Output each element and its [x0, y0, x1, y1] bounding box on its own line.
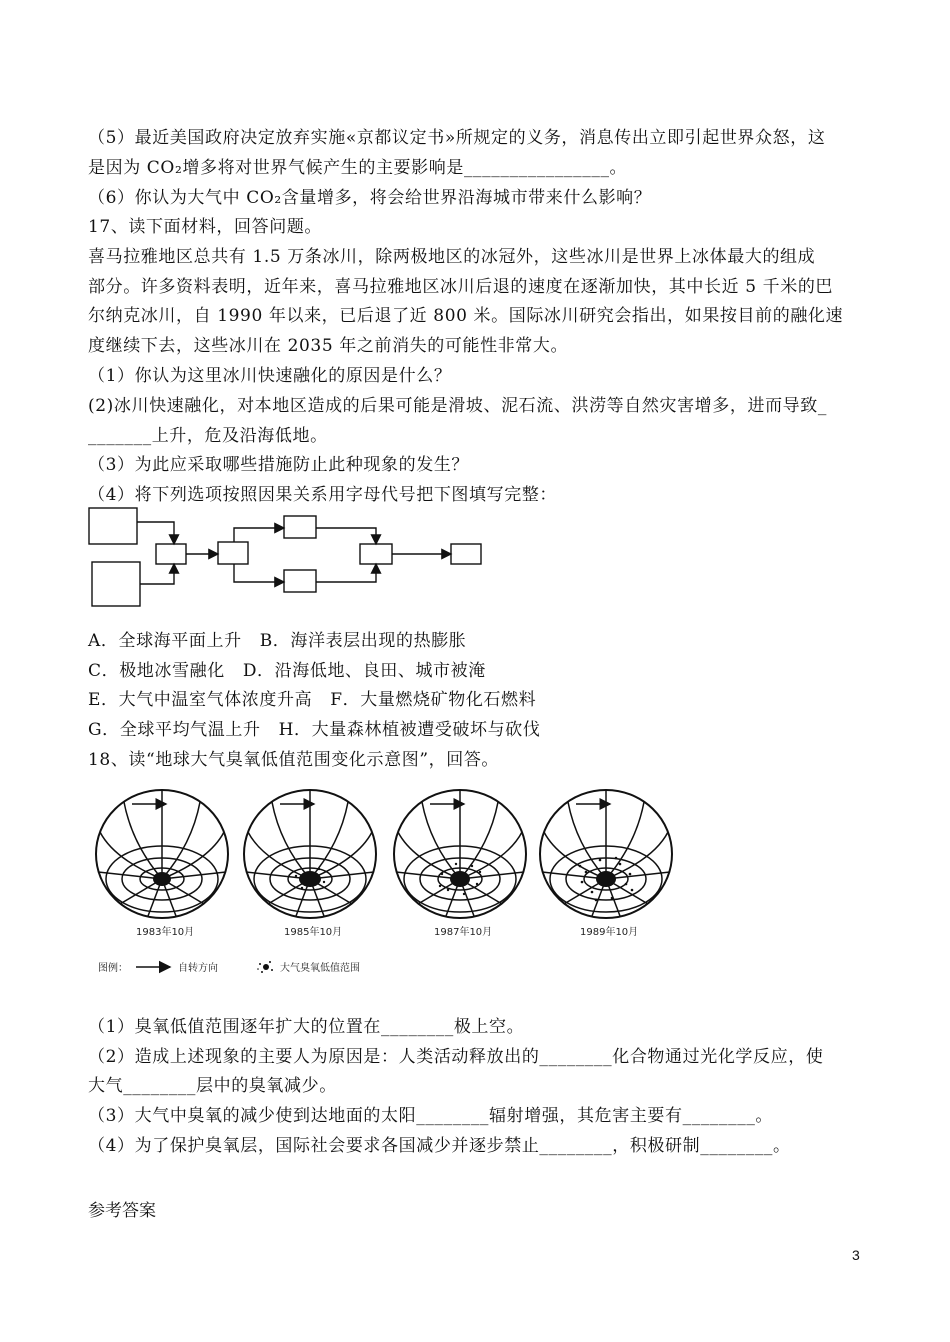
flow-box-6	[284, 570, 316, 592]
legend-rotation-text: 自转方向	[178, 963, 218, 974]
flow-box-3	[156, 544, 186, 564]
globe-1983	[96, 790, 228, 918]
caption-1985: 1985年10月	[284, 927, 343, 938]
flow-box-4	[218, 542, 248, 564]
q16-6: （6）你认为大气中 CO₂含量增多，将会给世界沿海城市带来什么影响？	[88, 188, 652, 208]
flow-box-5	[284, 516, 316, 538]
globe-1985	[244, 790, 376, 918]
q17-heading: 17、读下面材料，回答问题。	[88, 217, 323, 237]
q17-1: （1）你认为这里冰川快速融化的原因是什么？	[88, 366, 452, 386]
q18-2-line2: 大气________层中的臭氧减少。	[88, 1076, 337, 1096]
answer-heading: 参考答案	[88, 1201, 156, 1221]
option-line-gh: G．全球平均气温上升 H．大量森林植被遭受破坏与砍伐	[88, 720, 541, 740]
page-number: 3	[852, 1247, 860, 1263]
option-line-ef: E．大气中温室气体浓度升高 F．大量燃烧矿物化石燃料	[88, 690, 537, 710]
q17-2-line1: (2)冰川快速融化，对本地区造成的后果可能是滑坡、泥石流、洪涝等自然灾害增多，进而导致_	[88, 396, 827, 416]
q18-4: （4）为了保护臭氧层，国际社会要求各国减少并逐步禁止________，积极研制________。	[88, 1136, 791, 1156]
globe-1989	[540, 790, 672, 918]
caption-1989: 1989年10月	[580, 927, 639, 938]
option-line-cd: C．极地冰雪融化 D．沿海低地、良田、城市被淹	[88, 661, 486, 681]
q16-5-line1: （5）最近美国政府决定放弃实施«京都议定书»所规定的义务，消息传出立即引起世界众怒，这	[88, 128, 826, 148]
q17-4: （4）将下列选项按照因果关系用字母代号把下图填写完整：	[88, 485, 558, 505]
caption-1983: 1983年10月	[136, 927, 195, 938]
q17-material-line2: 部分。许多资料表明，近年来，喜马拉雅地区冰川后退的速度在逐渐加快，其中长近 5 千米的巴	[88, 277, 834, 297]
q18-heading: 18、读“地球大气臭氧低值范围变化示意图”，回答。	[88, 750, 500, 770]
q16-5-line2: 是因为 CO₂增多将对世界气候产生的主要影响是________________。	[88, 158, 628, 178]
caption-1987: 1987年10月	[434, 927, 493, 938]
q17-material-line4: 度继续下去，这些冰川在 2035 年之前消失的可能性非常大。	[88, 336, 569, 356]
legend-ozone-dots-icon	[257, 961, 273, 973]
q18-2-line1: （2）造成上述现象的主要人为原因是：人类活动释放出的________化合物通过光化学反应，使	[88, 1047, 824, 1067]
flow-box-1	[89, 508, 137, 544]
globe-1987	[394, 790, 526, 918]
q17-2-line2: _______上升，危及沿海低地。	[88, 426, 328, 446]
flow-box-7	[360, 544, 392, 564]
q17-material-line1: 喜马拉雅地区总共有 1.5 万条冰川，除两极地区的冰冠外，这些冰川是世界上冰体最大的组成	[88, 247, 816, 267]
flow-box-2	[92, 562, 140, 606]
cause-effect-flow-diagram	[86, 504, 496, 614]
legend-label: 图例：	[98, 963, 128, 974]
q17-material-line3: 尔纳克冰川，自 1990 年以来，已后退了近 800 米。国际冰川研究会指出，如果按目前的融化速	[88, 306, 844, 326]
option-line-ab: A．全球海平面上升 B．海洋表层出现的热膨胀	[88, 631, 467, 651]
q17-3: （3）为此应采取哪些措施防止此种现象的发生？	[88, 455, 470, 475]
ozone-globes-figure	[86, 782, 686, 982]
q18-3: （3）大气中臭氧的减少使到达地面的太阳________辐射增强，其危害主要有________。	[88, 1106, 774, 1126]
ozone-hole-1983	[153, 872, 171, 886]
legend-ozone-text: 大气臭氧低值范围	[280, 963, 360, 974]
q18-1: （1）臭氧低值范围逐年扩大的位置在________极上空。	[88, 1017, 525, 1037]
flow-box-8	[451, 544, 481, 564]
